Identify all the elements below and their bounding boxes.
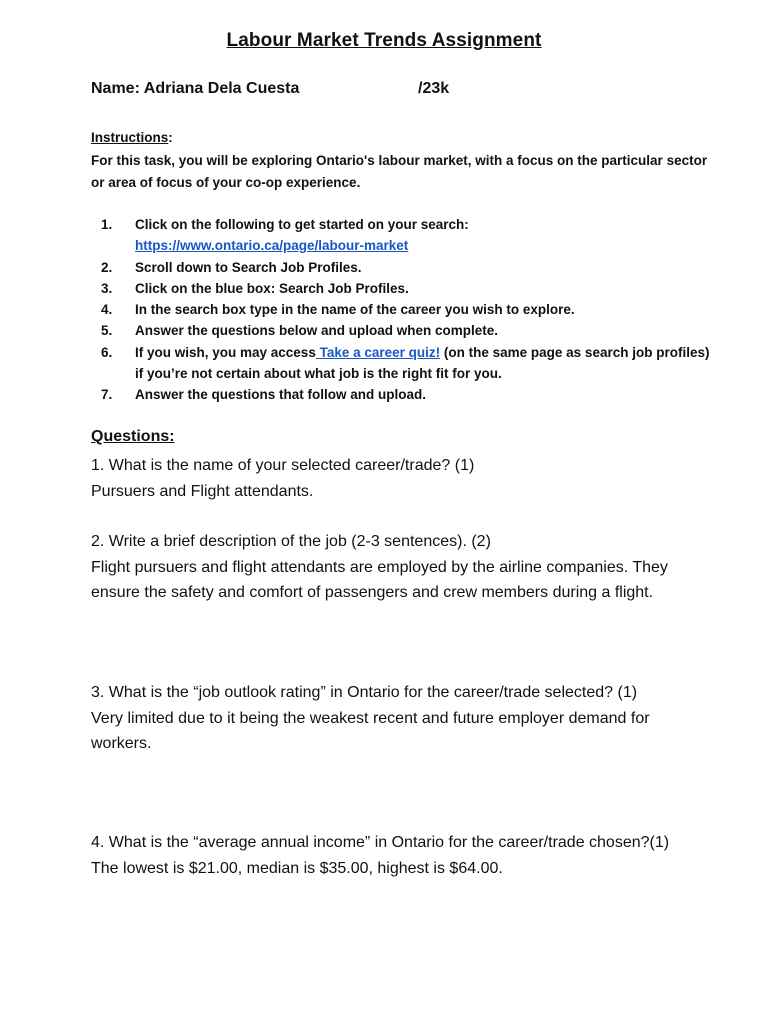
step-number: 7. [101, 387, 113, 403]
answer-text: Flight pursuers and flight attendants are employed by the airline companies. They ensure the safety and comfort of passengers and crew members during a flight. [91, 558, 668, 601]
labour-market-link[interactable]: https://www.ontario.ca/page/labour-market [135, 238, 409, 254]
step-number: 6. [101, 344, 113, 360]
instructions-label: Instructions [91, 130, 169, 145]
step-item [91, 278, 711, 299]
question-text: 3. What is the “job outlook rating” in Ontario for the career/trade selected? (1) [91, 684, 638, 701]
step-text-before: If you wish, you may access [135, 344, 316, 360]
step-text: Answer the questions that follow and upload. [135, 387, 427, 403]
step-item [91, 257, 711, 278]
answer-text: Very limited due to it being the weakest recent and future employer demand for workers. [91, 709, 650, 752]
answer-text: Pursuers and Flight attendants. [91, 482, 314, 500]
answer-text: The lowest is $21.00, median is $35.00, highest is $64.00. [91, 859, 503, 877]
question-text: 4. What is the “average annual income” in Ontario for the career/trade chosen?(1) [91, 834, 670, 851]
instructions-colon: : [168, 130, 173, 145]
question-text: 1. What is the name of your selected career/trade? (1) [91, 457, 475, 474]
question-text: 2. Write a brief description of the job (2-3 sentences). (2) [91, 533, 491, 550]
step-number: 3. [101, 280, 113, 296]
step-item [91, 320, 711, 341]
questions-heading: Questions: [91, 428, 175, 445]
step-text: Scroll down to Search Job Profiles. [135, 259, 362, 275]
step-number: 1. [101, 217, 113, 232]
step-text: Click on the blue box: Search Job Profiles. [135, 280, 409, 296]
step-text-after: (on the same page as search job profiles) if you’re not certain about what job is the right fit for you. [135, 344, 710, 382]
question-block [91, 529, 691, 606]
career-quiz-link[interactable]: Take a career quiz! [315, 344, 441, 360]
step-item [91, 299, 711, 320]
question-block [91, 680, 691, 757]
step-text: Click on the following to get started on your search: [135, 217, 469, 232]
step-item [91, 214, 711, 257]
step-item [91, 342, 711, 385]
instruction-steps [91, 214, 711, 406]
step-text: Answer the questions below and upload when complete. [135, 323, 499, 339]
instructions-body: For this task, you will be exploring Ontario's labour market, with a focus on the particular sector or area of focus of your co-op experience. [91, 153, 708, 190]
step-number: 2. [101, 259, 113, 275]
step-item [91, 384, 711, 405]
step-text: In the search box type in the name of the career you wish to explore. [135, 302, 575, 318]
question-block [91, 453, 691, 504]
score-total: /23k [418, 80, 450, 97]
instructions-heading [91, 130, 173, 145]
step-number: 5. [101, 323, 113, 339]
question-block [91, 830, 691, 881]
step-number: 4. [101, 302, 113, 318]
document-title: Labour Market Trends Assignment [226, 30, 542, 51]
student-name: Name: Adriana Dela Cuesta [91, 80, 300, 97]
